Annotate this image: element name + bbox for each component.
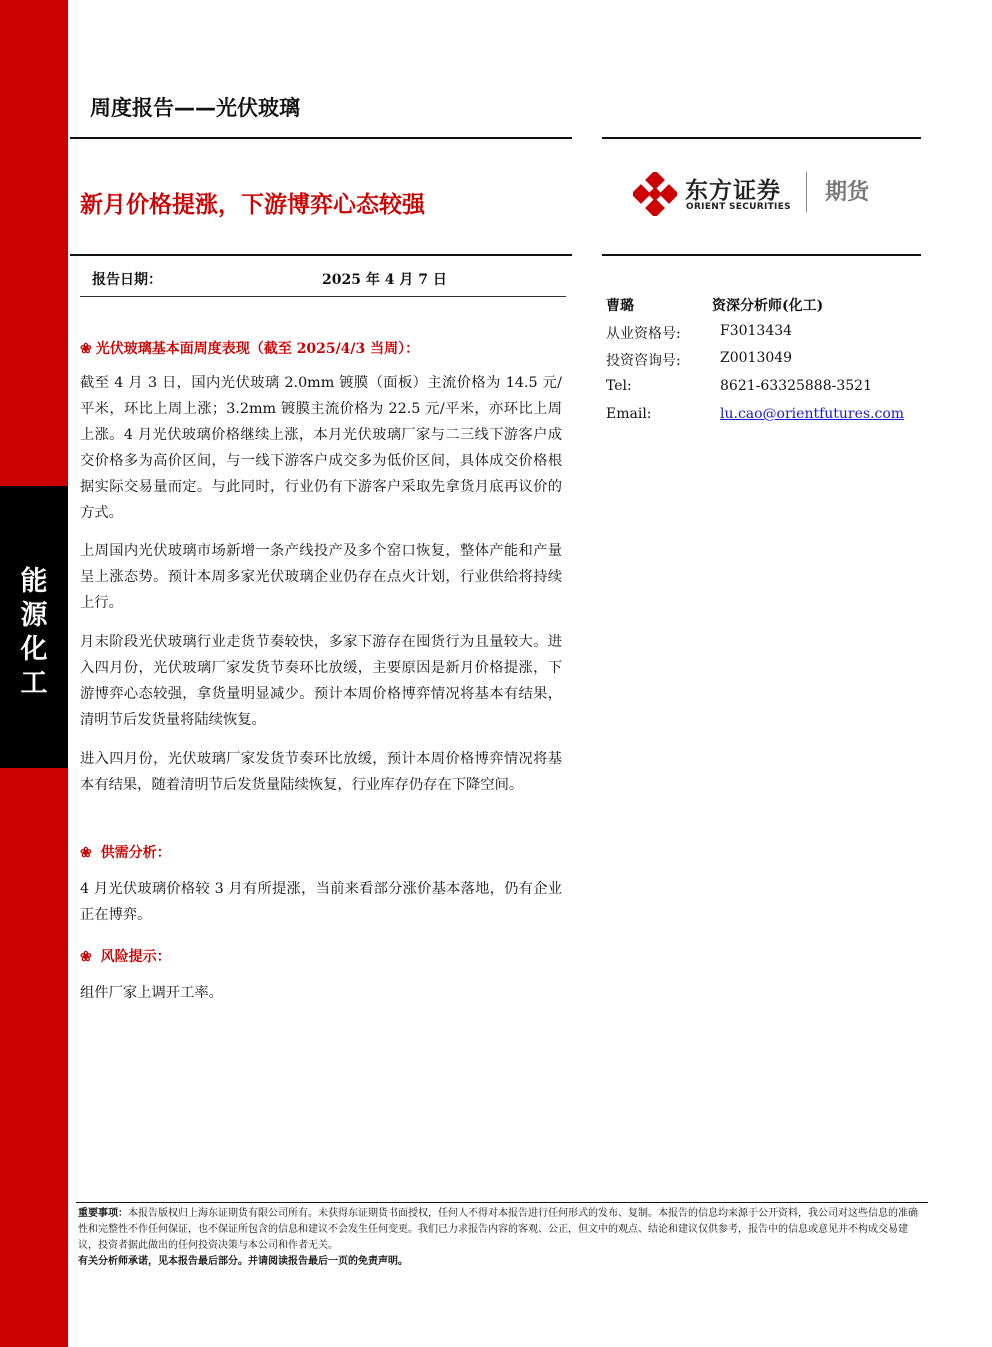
- analyst-field-label: Tel:: [606, 378, 632, 394]
- section-title-risk: [80, 946, 171, 966]
- flower-bullet-icon: ❀: [80, 845, 92, 861]
- analyst-field-label: 从业资格号:: [606, 326, 681, 342]
- paragraph: 截至 4 月 3 日，国内光伏玻璃 2.0mm 镀膜（面板）主流价格为 14.5 元/平米，环比上周上涨；3.2mm 镀膜主流价格为 22.5 元/平米，亦环比上周上涨。4 月光伏玻璃价格继续上涨，本月光伏玻璃厂家与二三线下游客户成交价格多为高价区间，与一线下游客户成交多为低价区间，具体成交价格根据实际交易量而定。与此同时，行业仍有下游客户采取先拿货月底再议价的方式。: [80, 375, 562, 521]
- report-type: 周度报告——光伏玻璃: [90, 96, 300, 120]
- paragraph: 上周国内光伏玻璃市场新增一条产线投产及多个窑口恢复，整体产能和产量呈上涨态势。预计本周多家光伏玻璃企业仍存在点火计划，行业供给将持续上行。: [80, 543, 562, 611]
- sidebar-char: 化: [20, 634, 48, 665]
- paragraph: 月末阶段光伏玻璃行业走货节奏较快，多家下游存在囤货行为且量较大。进入四月份，光伏玻璃厂家发货节奏环比放缓，主要原因是新月价格提涨，下游博弈心态较强，拿货量明显减少。预计本周价格博弈情况将基本有结果，清明节后发货量将陆续恢复。: [80, 634, 562, 728]
- disclaimer-divider: [76, 1202, 928, 1203]
- disclaimer-body: 本报告版权归上海东证期货有限公司所有。未获得东证期货书面授权，任何人不得对本报告进行任何形式的发布、复制。本报告的信息均来源于公开资料，我公司对这些信息的准确性和完整性不作任何保证，也不保证所包含的信息和建议不会发生任何变更。我们已力求报告内容的客观、公正，但文中的观点、结论和建议仅供参考，报告中的信息或意见并不构成交易建议，投资者据此做出的任何投资决策与本公司和作者无关。: [78, 1208, 918, 1251]
- section-title-text: 供需分析：: [100, 845, 171, 861]
- analyst-field-value: F3013434: [720, 323, 793, 339]
- divider-mid-left: [70, 254, 572, 256]
- date-underline: [80, 296, 566, 297]
- section-title-supply: [80, 842, 171, 862]
- report-date-value: 2025 年 4 月 7 日: [322, 272, 447, 288]
- logo-name-en: ORIENT SECURITIES: [686, 202, 791, 212]
- sidebar-char: 工: [20, 668, 48, 699]
- company-logo: [633, 170, 893, 220]
- sidebar-char: 能: [20, 566, 48, 597]
- logo-division: 期货: [825, 180, 870, 205]
- paragraph: 组件厂家上调开工率。: [80, 985, 223, 1001]
- report-date-label: 报告日期：: [92, 272, 162, 288]
- page-title: 新月价格提涨，下游博弈心态较强: [80, 192, 425, 218]
- analyst-field-value: Z0013049: [720, 350, 793, 366]
- logo-name-cn: 东方证券: [685, 178, 781, 204]
- flower-bullet-icon: ❀: [80, 341, 92, 357]
- section-title-text: 风险提示：: [100, 949, 171, 965]
- divider-mid-right: [602, 254, 921, 256]
- disclaimer-footer: 有关分析师承诺，见本报告最后部分。并请阅读报告最后一页的免责声明。: [78, 1256, 408, 1267]
- analyst-field-label: 投资咨询号:: [606, 353, 681, 369]
- disclaimer: [78, 1206, 926, 1270]
- divider-top-right: [602, 137, 921, 139]
- divider-top-left: [70, 137, 572, 139]
- flower-bullet-icon: ❀: [80, 949, 92, 965]
- disclaimer-heading: 重要事项：: [78, 1208, 128, 1219]
- paragraph: 进入四月份，光伏玻璃厂家发货节奏环比放缓，预计本周价格博弈情况将基本有结果，随着清明节后发货量陆续恢复，行业库存仍存在下降空间。: [80, 751, 562, 793]
- logo-divider: [806, 172, 807, 212]
- diamond-logo-icon: [633, 172, 677, 216]
- analyst-field-value: 8621-63325888-3521: [720, 378, 872, 394]
- analyst-name: 曹璐: [606, 298, 634, 314]
- section-title-fundamentals: [80, 338, 419, 358]
- sidebar-char: 源: [20, 600, 48, 631]
- sidebar-category-label: [0, 565, 68, 701]
- analyst-field-label: Email:: [606, 406, 652, 422]
- analyst-title: 资深分析师(化工): [712, 298, 824, 314]
- paragraph: 4 月光伏玻璃价格较 3 月有所提涨，当前来看部分涨价基本落地，仍有企业正在博弈。: [80, 881, 562, 923]
- section-title-text: 光伏玻璃基本面周度表现（截至 2025/4/3 当周）：: [95, 341, 420, 357]
- analyst-email-link[interactable]: lu.cao@orientfutures.com: [720, 406, 905, 422]
